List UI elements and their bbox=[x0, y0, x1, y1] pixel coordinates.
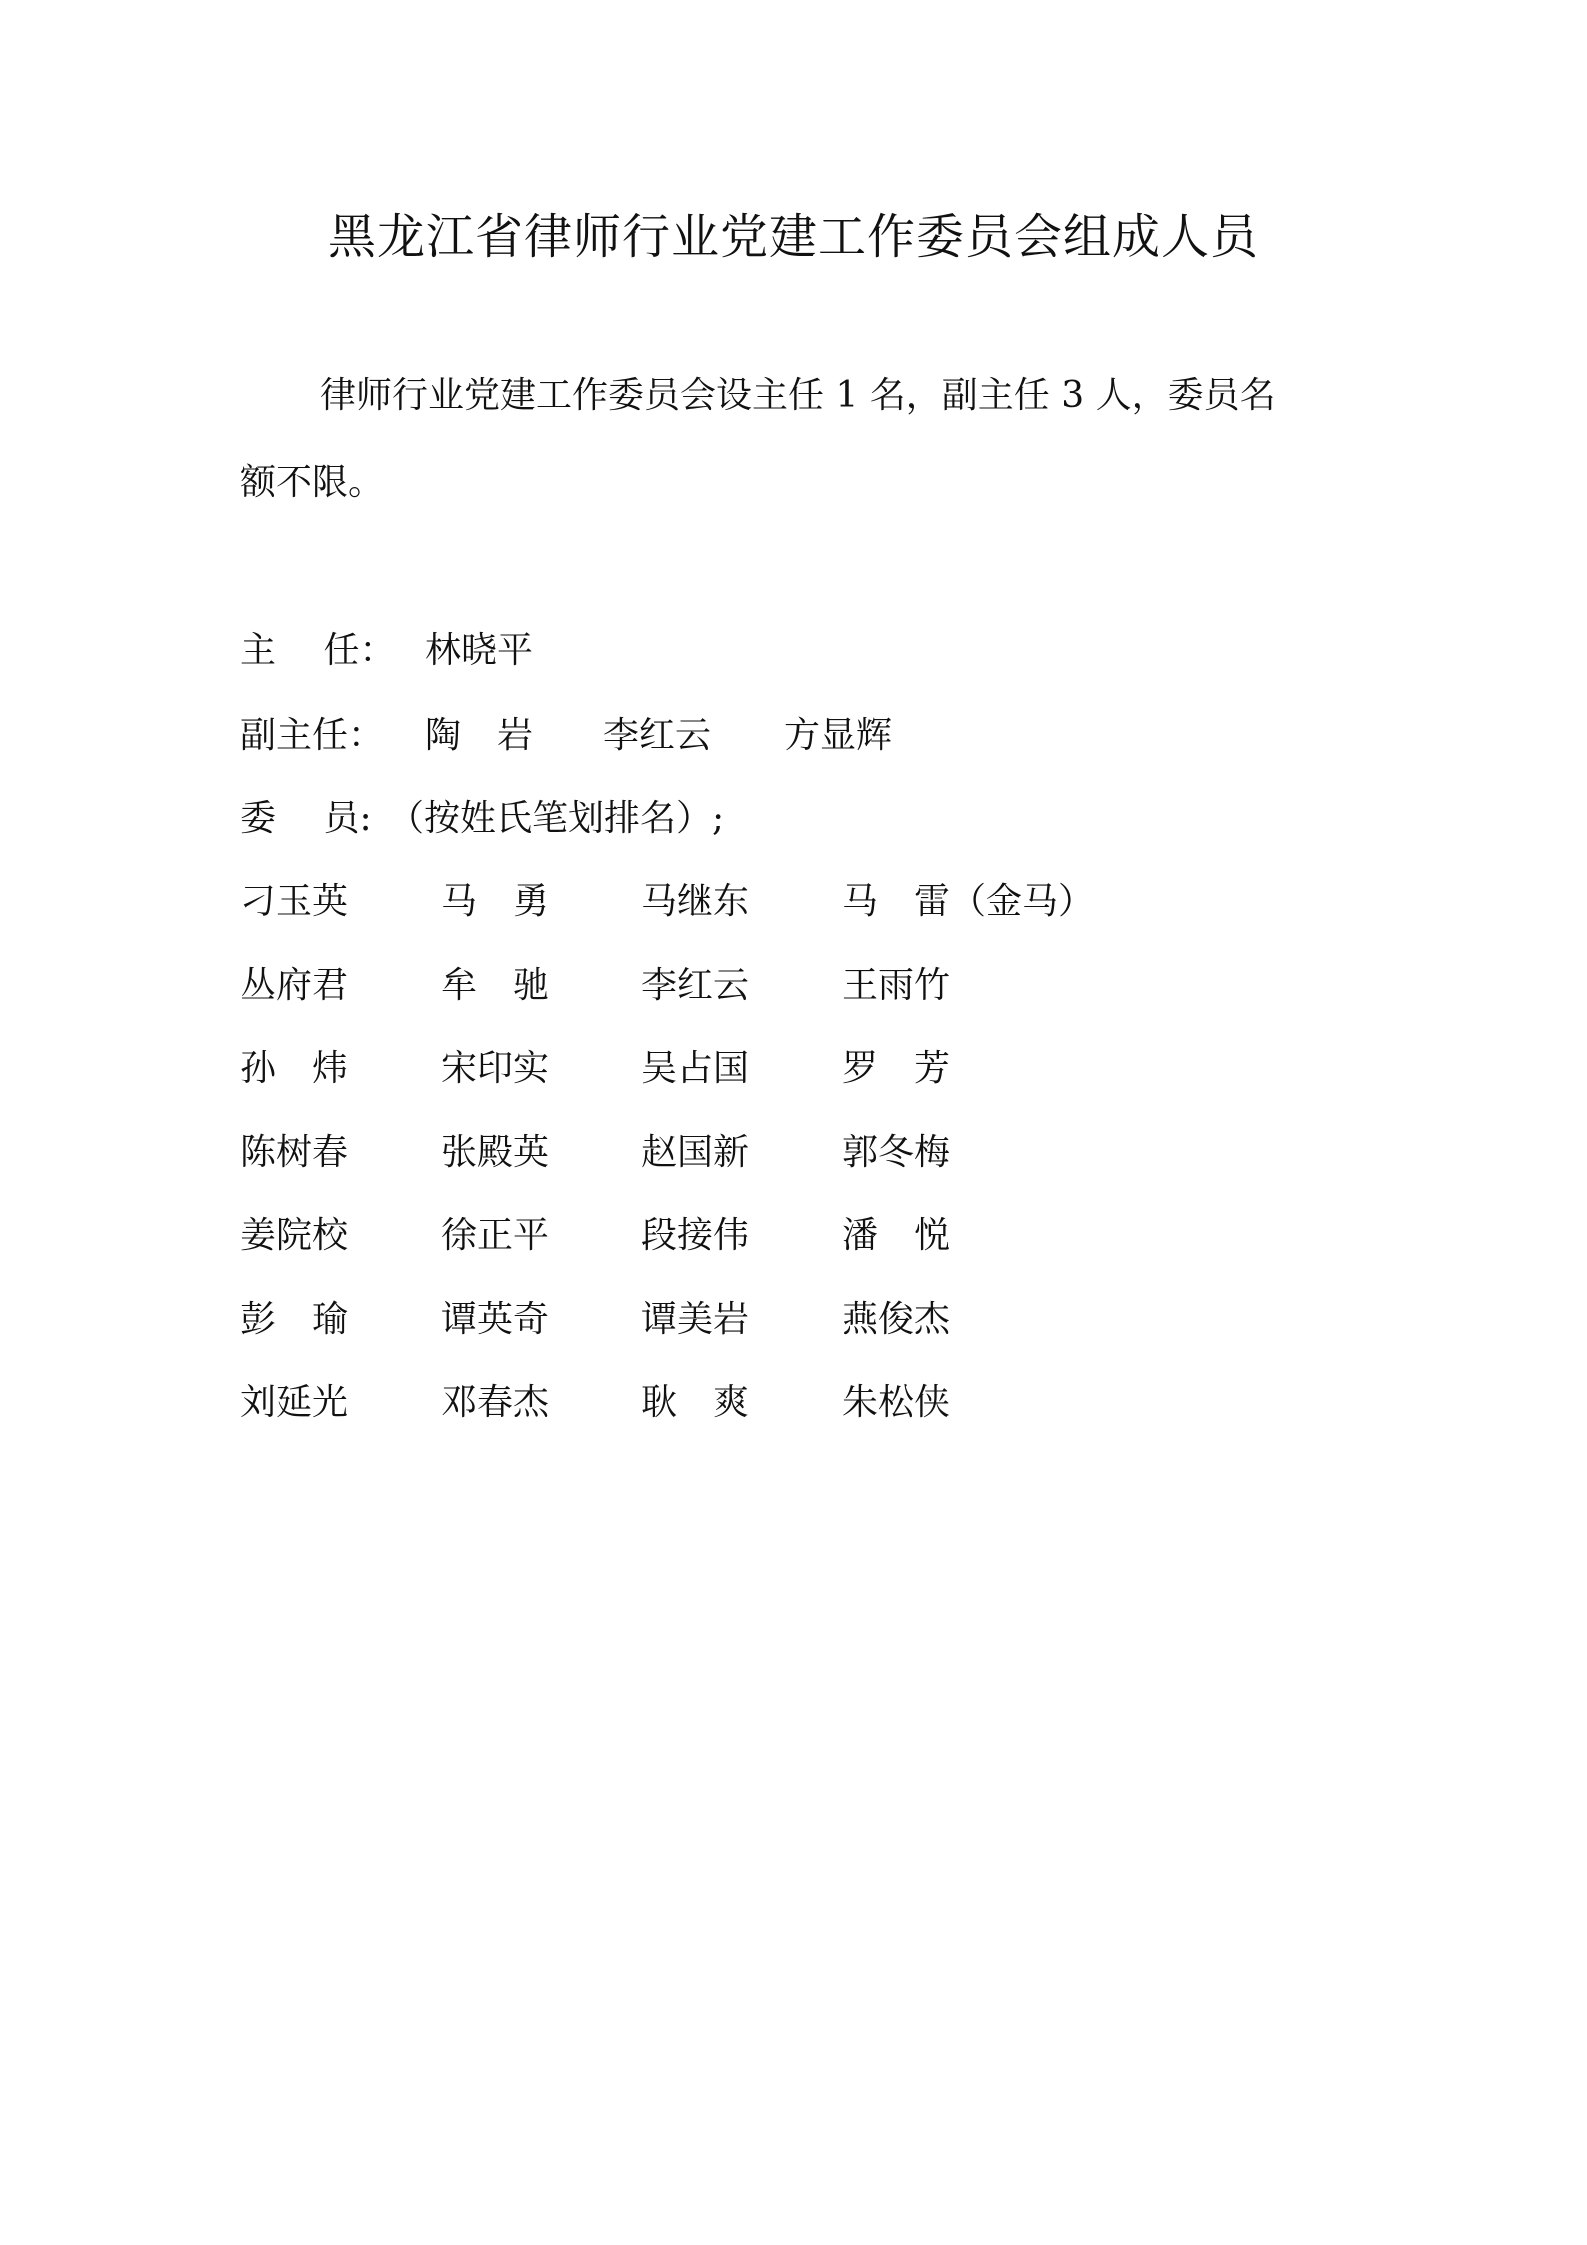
member-name: 耿 爽 bbox=[641, 1382, 750, 1423]
member-name: 孙 炜 bbox=[240, 1048, 349, 1089]
intro-line-2: 额不限。 bbox=[240, 462, 385, 503]
member-name: 谭美岩 bbox=[641, 1299, 750, 1340]
member-name: 陈树春 bbox=[240, 1132, 349, 1173]
member-name: 罗 芳 bbox=[842, 1048, 951, 1089]
intro-line-1: 律师行业党建工作委员会设主任 1 名，副主任 3 人，委员名 bbox=[320, 375, 1276, 416]
member-name: 徐正平 bbox=[441, 1215, 550, 1256]
member-name: 赵国新 bbox=[641, 1132, 750, 1173]
member-name: 刁玉英 bbox=[240, 881, 349, 922]
director-label: 主 任： bbox=[240, 630, 396, 671]
member-name: 王雨竹 bbox=[842, 965, 951, 1006]
member-name: 郭冬梅 bbox=[842, 1132, 951, 1173]
members-label: 委 员: bbox=[240, 798, 372, 839]
page-title: 黑龙江省律师行业党建工作委员会组成人员 bbox=[327, 209, 1259, 265]
member-name: 朱松侠 bbox=[842, 1382, 951, 1423]
members-note: （按姓氏笔划排名）; bbox=[388, 798, 725, 839]
member-name: 张殿英 bbox=[441, 1132, 550, 1173]
member-name: 段接伟 bbox=[641, 1215, 750, 1256]
member-name: 李红云 bbox=[641, 965, 750, 1006]
member-name: 马 雷（金马） bbox=[842, 881, 1095, 922]
member-name: 谭英奇 bbox=[441, 1299, 550, 1340]
member-name: 燕俊杰 bbox=[842, 1299, 951, 1340]
member-name: 姜院校 bbox=[240, 1215, 349, 1256]
member-name: 丛府君 bbox=[240, 965, 349, 1006]
member-name: 潘 悦 bbox=[842, 1215, 951, 1256]
member-name: 宋印实 bbox=[441, 1048, 550, 1089]
member-name: 彭 瑜 bbox=[240, 1299, 349, 1340]
deputy-director-name: 陶 岩 bbox=[425, 715, 534, 756]
member-name: 刘延光 bbox=[240, 1382, 349, 1423]
director-name: 林晓平 bbox=[425, 630, 534, 671]
deputy-director-label: 副主任： bbox=[240, 715, 385, 756]
deputy-director-name: 方显辉 bbox=[784, 715, 893, 756]
member-name: 马 勇 bbox=[441, 881, 550, 922]
member-name: 邓春杰 bbox=[441, 1382, 550, 1423]
member-name: 马继东 bbox=[641, 881, 750, 922]
deputy-director-name: 李红云 bbox=[603, 715, 712, 756]
member-name: 吴占国 bbox=[641, 1048, 750, 1089]
member-name: 牟 驰 bbox=[441, 965, 550, 1006]
